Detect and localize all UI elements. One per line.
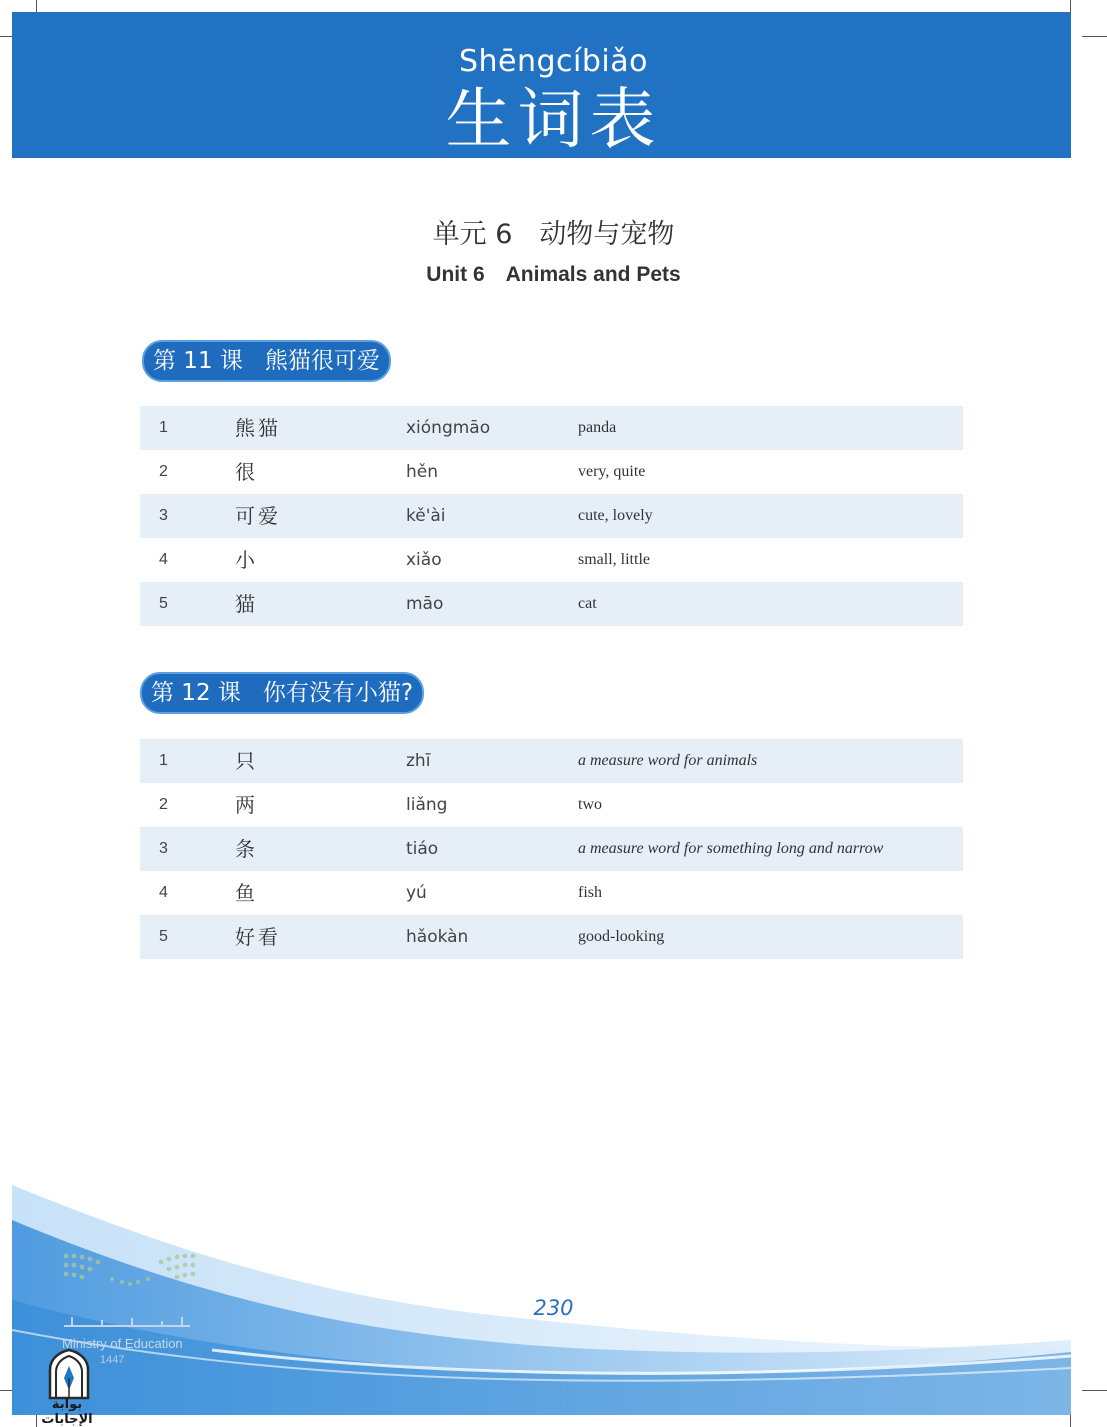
crop-mark [1082, 1390, 1107, 1391]
table-row [140, 783, 963, 827]
word-english: panda [578, 419, 617, 436]
word-index: 1 [159, 752, 168, 769]
word-index: 4 [159, 551, 168, 568]
table-row [140, 406, 963, 450]
word-english: two [578, 796, 602, 813]
table-row [140, 582, 963, 626]
word-pinyin: māo [406, 594, 444, 614]
word-hanzi: 猫 [235, 592, 258, 616]
word-english: very, quite [578, 463, 646, 480]
word-pinyin: hǎokàn [406, 927, 469, 947]
word-index: 5 [159, 595, 168, 612]
word-pinyin: yú [406, 883, 427, 903]
word-hanzi: 熊猫 [235, 416, 281, 440]
lesson-title: 熊猫很可爱 [264, 348, 380, 374]
unit-title-chinese: 单元 6 动物与宠物 [432, 219, 675, 250]
word-english: a measure word for something long and narrow [578, 840, 884, 857]
ministry-logo [62, 1252, 197, 1292]
word-index: 3 [159, 840, 168, 857]
vocab-table-lesson-11 [140, 406, 963, 626]
table-row [140, 739, 963, 783]
table-row [140, 538, 963, 582]
page-number: 230 [533, 1296, 574, 1320]
word-pinyin: kě'ài [406, 506, 446, 526]
word-index: 1 [159, 419, 168, 436]
word-english: cat [578, 595, 597, 612]
word-hanzi: 条 [235, 837, 258, 861]
header-pinyin: Shēngcíbiǎo [458, 44, 648, 79]
word-hanzi: 很 [235, 460, 258, 484]
word-english: cute, lovely [578, 507, 653, 524]
word-hanzi: 两 [235, 793, 258, 817]
word-english: good-looking [578, 928, 665, 945]
word-pinyin: liǎng [406, 795, 448, 815]
table-row [140, 450, 963, 494]
answers-portal-name: بوابة الإجابات [41, 1397, 93, 1427]
unit-title-english: Unit 6 Animals and Pets [426, 263, 681, 286]
lesson-12-heading [140, 672, 424, 714]
word-hanzi: 小 [235, 548, 258, 572]
vocab-table-lesson-12 [140, 739, 963, 959]
ministry-name: Ministry of Education [62, 1336, 183, 1351]
answers-portal-logo [46, 1348, 92, 1400]
header-title: 生词表 [445, 81, 662, 158]
table-row [140, 494, 963, 538]
word-index: 2 [159, 463, 168, 480]
word-pinyin: tiáo [406, 839, 439, 859]
word-english: small, little [578, 551, 650, 568]
lesson-11-heading [142, 340, 391, 382]
word-hanzi: 只 [235, 749, 258, 773]
lesson-number: 第 11 课 [153, 348, 243, 374]
word-english: fish [578, 884, 602, 901]
word-pinyin: zhī [406, 751, 431, 771]
word-pinyin: xióngmāo [406, 418, 491, 438]
word-hanzi: 好看 [235, 925, 281, 949]
word-pinyin: xiǎo [406, 550, 442, 570]
word-pinyin: hěn [406, 462, 439, 482]
crop-mark [1082, 36, 1107, 37]
lesson-title: 你有没有小猫? [262, 680, 414, 706]
word-index: 3 [159, 507, 168, 524]
word-index: 4 [159, 884, 168, 901]
table-row [140, 827, 963, 871]
ministry-year: 1447 [100, 1354, 125, 1366]
word-hanzi: 可爱 [235, 504, 281, 528]
word-hanzi: 鱼 [235, 881, 258, 905]
word-index: 5 [159, 928, 168, 945]
table-row [140, 871, 963, 915]
word-index: 2 [159, 796, 168, 813]
lesson-number: 第 12 课 [151, 680, 241, 706]
word-english: a measure word for animals [578, 752, 758, 769]
table-row [140, 915, 963, 959]
